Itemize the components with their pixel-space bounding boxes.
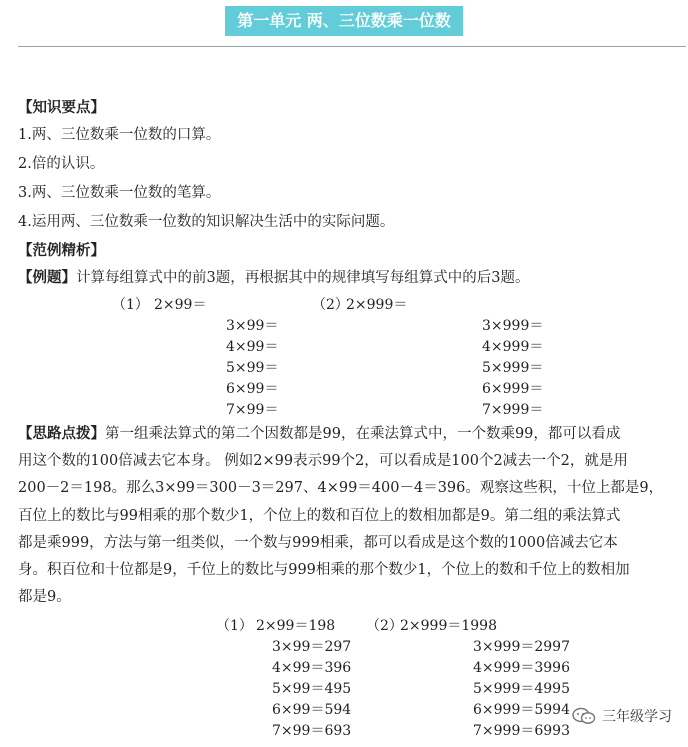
group1-label: （1） <box>112 297 149 313</box>
divider <box>18 46 686 47</box>
answer1-eq: 7×99＝693 <box>272 723 352 739</box>
group1-eq: 7×99＝ <box>226 402 279 418</box>
group2-eq: 3×999＝ <box>482 318 544 334</box>
examples-heading: 【范例精析】 <box>18 242 105 259</box>
group1-eq: 5×99＝ <box>226 360 279 376</box>
hint-segment: 百位上的数比与99相乘的那个数少1，个位上的数和百位上的数相加都是9。第二组的乘法算式 <box>18 507 621 524</box>
group2-eq: 2×999＝ <box>346 297 408 313</box>
hint-segment: 身。积百位和十位都是9，千位上的数比与999相乘的那个数少1，个位上的数和千位上的数相加 <box>18 562 630 579</box>
hint-paragraph <box>18 420 686 611</box>
answer2-eq: 3×999＝2997 <box>473 639 570 655</box>
hint-segment: 都是9。 <box>18 589 71 606</box>
group2-eq: 6×999＝ <box>482 381 544 397</box>
answer2-label: （2） <box>366 618 403 634</box>
group1-eq: 6×99＝ <box>226 381 279 397</box>
answer1-label: （1） <box>216 618 253 634</box>
hint-segment: 第一组乘法算式的第二个因数都是99，在乘法算式中，一个数乘99，都可以看成 <box>105 426 621 442</box>
answer1-eq: 6×99＝594 <box>272 702 352 718</box>
wechat-icon <box>572 707 596 725</box>
group2-eq: 7×999＝ <box>482 402 544 418</box>
title-wrap <box>0 6 688 36</box>
group2-eq: 5×999＝ <box>482 360 544 376</box>
page-title: 第一单元 两、三位数乘一位数 <box>225 6 463 36</box>
group1-eq: 3×99＝ <box>226 318 279 334</box>
example-text: 计算每组算式中的前3题，再根据其中的规律填写每组算式中的后3题。 <box>76 270 530 286</box>
knowledge-heading: 【知识要点】 <box>18 99 105 116</box>
group2-label: （2） <box>312 297 349 313</box>
answer1-eq: 2×99＝198 <box>256 618 336 634</box>
answer2-eq: 5×999＝4995 <box>473 681 570 697</box>
hint-label: 【思路点拨】 <box>18 425 105 442</box>
group2-eq: 4×999＝ <box>482 339 544 355</box>
knowledge-item: 4.运用两、三位数乘一位数的知识解决生活中的实际问题。 <box>18 214 395 230</box>
hint-segment: 用这个数的100倍减去它本身。 例如2×99表示99个2，可以看成是100个2减去一个2，就是用 <box>18 453 628 470</box>
example-label: 【例题】 <box>18 269 76 286</box>
hint-segment: 都是乘999，方法与第一组类似，一个数与999相乘，都可以看成是这个数的1000倍减去它本 <box>18 534 618 551</box>
answer2-eq: 6×999＝5994 <box>473 702 570 718</box>
watermark <box>572 706 672 726</box>
answer1-eq: 5×99＝495 <box>272 681 352 697</box>
answer1-eq: 3×99＝297 <box>272 639 352 655</box>
group1-eq: 2×99＝ <box>154 297 207 313</box>
group1-eq: 4×99＝ <box>226 339 279 355</box>
knowledge-item: 3.两、三位数乘一位数的笔算。 <box>18 185 221 201</box>
watermark-text: 三年级学习 <box>602 709 672 725</box>
answer2-eq: 7×999＝6993 <box>473 723 570 739</box>
answer1-eq: 4×99＝396 <box>272 660 352 676</box>
knowledge-item: 1.两、三位数乘一位数的口算。 <box>18 127 221 143</box>
answer2-eq: 4×999＝3996 <box>473 660 570 676</box>
knowledge-item: 2.倍的认识。 <box>18 156 105 172</box>
answer2-eq: 2×999＝1998 <box>400 618 497 634</box>
hint-segment: 200－2＝198。那么3×99＝300－3＝297、4×99＝400－4＝396。观察这些积，十位上都是9， <box>18 480 664 497</box>
example-line <box>18 268 529 288</box>
